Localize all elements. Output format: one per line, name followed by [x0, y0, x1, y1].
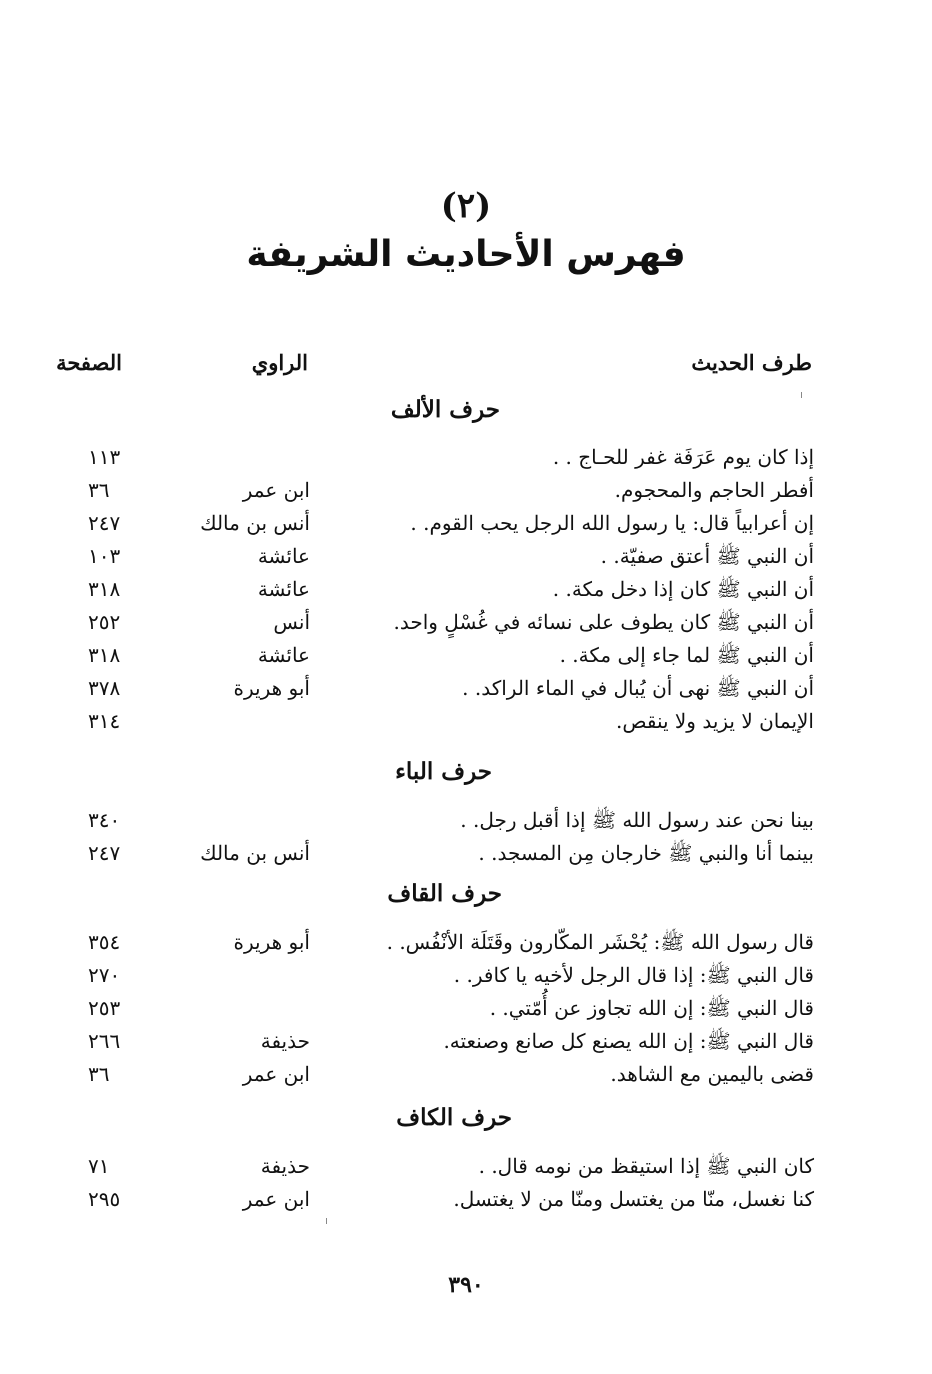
rawi-text: عائشة	[257, 643, 310, 667]
page-ref: ٣١٨	[88, 643, 121, 667]
page-ref: ٣١٤	[88, 709, 121, 733]
page-ref: ١١٣	[88, 445, 121, 469]
page-ref: ٣٦	[88, 1062, 110, 1086]
page-ref: ٢٥٣	[88, 996, 121, 1020]
column-header-hadith: طرف الحديث	[691, 350, 812, 375]
table-row	[0, 672, 932, 705]
hadith-text: قال النبي ﷺ: إن الله تجاوز عن أُمّتي. .	[489, 996, 814, 1020]
hadith-text: أن النبي ﷺ نهى أن يُبال في الماء الراكد. .	[462, 676, 814, 700]
section-title-ba: حرف الباء	[395, 758, 492, 785]
rawi-text: أنس بن مالك	[200, 841, 310, 865]
hadith-text: أن النبي ﷺ كان إذا دخل مكة. .	[552, 577, 814, 601]
hadith-text: قضى باليمين مع الشاهد.	[610, 1062, 814, 1086]
hadith-text: أن النبي ﷺ لما جاء إلى مكة. .	[559, 643, 814, 667]
table-row	[0, 1058, 932, 1091]
table-row	[0, 837, 932, 870]
page-number: ٣٩٠	[448, 1272, 484, 1298]
page-ref: ١٠٣	[88, 544, 121, 568]
rawi-text: ابن عمر	[242, 478, 310, 502]
rawi-text: عائشة	[257, 544, 310, 568]
rawi-text: أبو هريرة	[233, 930, 310, 954]
rawi-text: ابن عمر	[242, 1187, 310, 1211]
rawi-text: ابن عمر	[242, 1062, 310, 1086]
column-header-page: الصفحة	[56, 350, 122, 375]
decorative-tick	[801, 392, 802, 398]
hadith-text: إن أعرابياً قال: يا رسول الله الرجل يحب القوم. .	[410, 511, 814, 535]
page-ref: ٧١	[88, 1154, 110, 1178]
hadith-text: الإيمان لا يزيد ولا ينقص.	[615, 709, 814, 733]
rawi-text: حذيفة	[260, 1029, 310, 1053]
rawi-text: أنس بن مالك	[200, 511, 310, 535]
page-ref: ٣٧٨	[88, 676, 121, 700]
chapter-title: فهرس الأحاديث الشريفة	[246, 234, 686, 275]
decorative-tick	[326, 1218, 327, 1224]
table-row	[0, 474, 932, 507]
table-row	[0, 441, 932, 474]
table-row	[0, 606, 932, 639]
page-ref: ٢٦٦	[88, 1029, 121, 1053]
section-title-kaf: حرف الكاف	[396, 1104, 512, 1131]
hadith-text: كان النبي ﷺ إذا استيقظ من نومه قال. .	[478, 1154, 814, 1178]
rawi-text: أنس	[273, 610, 310, 634]
section-title-qaf: حرف القاف	[387, 880, 502, 907]
page-ref: ٢٧٠	[88, 963, 121, 987]
table-row	[0, 507, 932, 540]
table-row	[0, 992, 932, 1025]
rawi-text: أبو هريرة	[233, 676, 310, 700]
hadith-text: قال رسول الله ﷺ: يُحْشَر المكّارون وقَتَلَة الأنْفُس. .	[386, 930, 814, 954]
hadith-text: إذا كان يوم عَرَفَة غفر للحـاج . .	[552, 445, 814, 469]
table-row	[0, 804, 932, 837]
table-row	[0, 540, 932, 573]
page-ref: ٣٥٤	[88, 930, 121, 954]
rawi-text: عائشة	[257, 577, 310, 601]
table-row	[0, 926, 932, 959]
hadith-text: كنا نغسل، منّا من يغتسل ومنّا من لا يغتسل.	[453, 1187, 814, 1211]
table-row	[0, 705, 932, 738]
rawi-text: حذيفة	[260, 1154, 310, 1178]
table-row	[0, 573, 932, 606]
hadith-text: بينا نحن عند رسول الله ﷺ إذا أقبل رجل. .	[460, 808, 814, 832]
page-ref: ٢٥٢	[88, 610, 121, 634]
hadith-text: أن النبي ﷺ أعتق صفيّة. .	[600, 544, 814, 568]
page-ref: ٢٩٥	[88, 1187, 121, 1211]
hadith-text: قال النبي ﷺ: إن الله يصنع كل صانع وصنعته.	[443, 1029, 814, 1053]
page-ref: ٣١٨	[88, 577, 121, 601]
page-ref: ٣٤٠	[88, 808, 121, 832]
table-row	[0, 959, 932, 992]
hadith-text: أن النبي ﷺ كان يطوف على نسائه في غُسْلٍ واحد.	[393, 610, 814, 634]
table-row	[0, 639, 932, 672]
hadith-text: أفطر الحاجم والمحجوم.	[614, 478, 814, 502]
page-ref: ٢٤٧	[88, 511, 121, 535]
table-row	[0, 1150, 932, 1183]
column-header-rawi: الراوي	[251, 350, 308, 375]
page-ref: ٢٤٧	[88, 841, 121, 865]
chapter-number: (٢)	[440, 186, 492, 226]
section-title-alif: حرف الألف	[390, 396, 500, 423]
hadith-text: قال النبي ﷺ: إذا قال الرجل لأخيه يا كافر. .	[453, 963, 814, 987]
page-ref: ٣٦	[88, 478, 110, 502]
hadith-text: بينما أنا والنبي ﷺ خارجان مِن المسجد. .	[478, 841, 814, 865]
table-row	[0, 1183, 932, 1216]
table-row	[0, 1025, 932, 1058]
